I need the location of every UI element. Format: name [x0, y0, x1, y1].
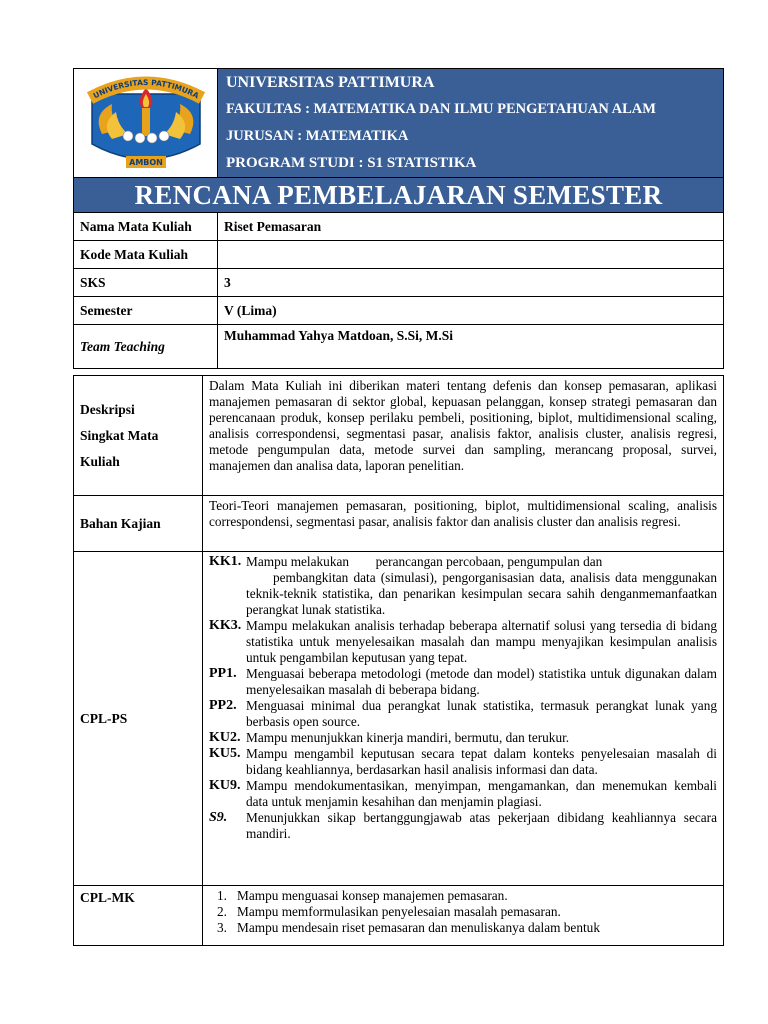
- cpl-code: KU2.: [209, 730, 241, 745]
- list-item: [209, 618, 717, 666]
- list-item: [209, 730, 717, 746]
- list-item: [209, 778, 717, 810]
- list-item: [209, 810, 717, 842]
- cpl-code: KU9.: [209, 778, 241, 793]
- list-number: 2.: [217, 904, 227, 919]
- list-item: [209, 698, 717, 730]
- course-detail-table: [73, 375, 724, 946]
- study-material-text: Teori-Teori manajemen pemasaran, positioning, biplot, multidimensional scaling, analisis correspondensi, segmentasi pasar, analisis faktor dan analisis cluster dan analisis regresi.: [203, 496, 724, 552]
- header-table: [73, 68, 724, 369]
- cpl-text: Mampu mendokumentasikan, menyimpan, mengamankan, dan menemukan kembali data untuk menjamin kesahihan dan menjamin plagiasi.: [246, 778, 717, 809]
- cpl-ps-list: [203, 552, 724, 886]
- course-name-value: Riset Pemasaran: [218, 213, 724, 241]
- logo-cell: [74, 69, 218, 178]
- description-label: [74, 376, 203, 496]
- department-name: JURUSAN : MATEMATIKA: [226, 128, 409, 144]
- course-name-label: Nama Mata Kuliah: [74, 213, 218, 241]
- document-title: RENCANA PEMBELAJARAN SEMESTER: [74, 178, 724, 213]
- cpl-code: S9.: [209, 810, 228, 825]
- team-teaching-value: Muhammad Yahya Matdoan, S.Si, M.Si: [218, 325, 724, 369]
- logo-bottom-text: AMBON: [128, 158, 163, 167]
- list-text: Mampu menguasai konsep manajemen pemasaran.: [237, 888, 508, 903]
- course-code-value: [218, 241, 724, 269]
- list-text: Mampu memformulasikan penyelesaian masalah pemasaran.: [237, 904, 561, 919]
- cpl-text: Mampu melakukan perancangan percobaan, pengumpulan dan: [246, 554, 603, 569]
- logo-top-text: UNIVERSITAS PATTIMURA: [91, 77, 200, 101]
- faculty-name: FAKULTAS : MATEMATIKA DAN ILMU PENGETAHUAN ALAM: [226, 101, 656, 117]
- cpl-ps-label: CPL-PS: [74, 552, 203, 886]
- list-item: [209, 920, 717, 936]
- university-name: UNIVERSITAS PATTIMURA: [226, 74, 435, 91]
- cpl-code: KU5.: [209, 746, 241, 761]
- list-item: [209, 554, 717, 618]
- cpl-text: Mampu mengambil keputusan secara tepat dalam konteks penyelesaian masalah di bidang keahliannya, berdasarkan hasil analisis informasi dan data.: [246, 746, 717, 777]
- description-label-line: Kuliah: [80, 453, 120, 469]
- university-logo: [82, 74, 210, 172]
- list-item: [209, 666, 717, 698]
- study-material-label: Bahan Kajian: [74, 496, 203, 552]
- cpl-mk-list: [203, 886, 724, 946]
- list-item: [209, 904, 717, 920]
- semester-value: V (Lima): [218, 297, 724, 325]
- credits-value: 3: [218, 269, 724, 297]
- cpl-text: Menguasai minimal dua perangkat lunak statistika, termasuk perangkat lunak yang berbasis open source.: [246, 698, 717, 729]
- cpl-code: KK3.: [209, 618, 242, 633]
- cpl-mk-label: CPL-MK: [74, 886, 203, 946]
- description-label-line: Singkat Mata: [80, 427, 159, 443]
- list-text: Mampu mendesain riset pemasaran dan menuliskanya dalam bentuk: [237, 920, 600, 935]
- university-info-cell: [218, 69, 724, 178]
- cpl-code: PP1.: [209, 666, 237, 681]
- description-label-line: Deskripsi: [80, 401, 135, 417]
- course-code-label: Kode Mata Kuliah: [74, 241, 218, 269]
- cpl-text-cont: pembangkitan data (simulasi), pengorganisasian data, analisis data menggunakan teknik-teknik statistika, dan penarikan kesimpulan secara sahih denganmemanfaatkan perangkat lunak statistika.: [246, 570, 717, 617]
- semester-label: Semester: [74, 297, 218, 325]
- team-teaching-label: Team Teaching: [74, 325, 218, 369]
- credits-label: SKS: [74, 269, 218, 297]
- list-number: 1.: [217, 888, 227, 903]
- cpl-code: PP2.: [209, 698, 237, 713]
- description-text: Dalam Mata Kuliah ini diberikan materi tentang defenis dan konsep pemasaran, aplikasi manajemen pemasaran di sektor global, kepuasan pelanggan, konsep strategi pemasaran dan perencanaan produk, konsep perilaku pembeli, positioning, biplot, multidimensional scaling, analisis correspondensi, segmentasi pasar, analisis faktor, analisis cluster, analisis regresi, metode pengumpulan data, metode survei dan sampling, merancang proposal, survei, manajemen dan analisa data, laporan penelitian.: [203, 376, 724, 496]
- list-number: 3.: [217, 920, 227, 935]
- program-name: PROGRAM STUDI : S1 STATISTIKA: [226, 155, 477, 171]
- list-item: [209, 888, 717, 904]
- cpl-text: Menguasai beberapa metodologi (metode dan model) statistika untuk digunakan dalam menyelesaikan masalah di beberapa bidang.: [246, 666, 717, 697]
- list-item: [209, 746, 717, 778]
- cpl-text: Menunjukkan sikap bertanggungjawab atas pekerjaan dibidang keahliannya secara mandiri.: [246, 810, 717, 841]
- cpl-text: Mampu menunjukkan kinerja mandiri, bermutu, dan terukur.: [246, 730, 570, 745]
- cpl-text: Mampu melakukan analisis terhadap beberapa alternatif solusi yang tersedia di bidang statistika untuk menyelesaikan masalah dan mampu menyajikan kesimpulan analisis untuk pengambilan keputusan yang tepat.: [246, 618, 717, 665]
- cpl-code: KK1.: [209, 554, 242, 569]
